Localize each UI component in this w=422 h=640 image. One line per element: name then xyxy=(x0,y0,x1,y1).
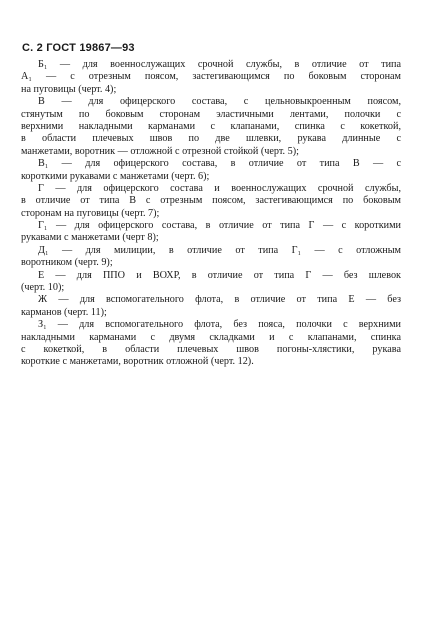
paragraph-type-v xyxy=(21,96,401,158)
text-line: В₁ — для офицерского состава, в отличие от типа В — с xyxy=(38,158,401,170)
text-line: (черт. 10); xyxy=(21,282,65,294)
text-line: З₁ — для вспомогательного флота, без пояса, полочки с верхними xyxy=(38,319,401,331)
text-line: Б₁ — для военнослужащих срочной службы, в отличие от типа xyxy=(38,59,401,70)
text-line: воротником (черт. 9); xyxy=(21,257,113,269)
paragraph-type-z1 xyxy=(21,319,401,369)
text-line: рукавами с манжетами (черт 8); xyxy=(21,232,159,244)
page-header: С. 2 ГОСТ 19867—93 xyxy=(22,42,135,54)
text-line: короткими рукавами с манжетами (черт. 6); xyxy=(21,170,210,182)
text-line: сторонам на пуговицы (черт. 7); xyxy=(21,207,160,219)
text-line: манжетами, воротник — отложной с отрезной стойкой (черт. 5); xyxy=(21,145,299,157)
paragraph-type-zh xyxy=(21,294,401,319)
text-line: на пуговицы (черт. 4); xyxy=(21,83,117,95)
text-line: Г₁ — для офицерского состава, в отличие от типа Г — с короткими xyxy=(38,220,401,232)
text-line: Е — для ППО и ВОХР, в отличие от типа Г — без шлевок xyxy=(38,269,401,281)
text-line: Г — для офицерского состава и военнослужащих срочной службы, xyxy=(38,182,401,194)
paragraph-type-g xyxy=(21,183,401,220)
text-line: стянутым по боковым сторонам эластичными лентами, полочки с xyxy=(21,108,401,120)
paragraph-type-g1 xyxy=(21,220,401,245)
text-line: короткие с манжетами, воротник отложной (черт. 12). xyxy=(21,356,254,368)
paragraph-type-b1 xyxy=(21,59,401,96)
text-line: с кокеткой, в области плечевых швов погоны-хлястики, рукава xyxy=(21,343,401,355)
text-line: А₁ — с отрезным поясом, застегивающимся по боковым сторонам xyxy=(21,71,401,83)
text-line: в области плечевых швов по две шлевки, рукава длинные с xyxy=(21,133,401,145)
text-line: в отличие от типа В с отрезным поясом, застегивающимся по боковым xyxy=(21,195,401,207)
text-line: верхними накладными карманами с клапанами, спинка с кокеткой, xyxy=(21,120,401,132)
text-line: карманов (черт. 11); xyxy=(21,306,107,318)
paragraph-type-v1 xyxy=(21,158,401,183)
document-body xyxy=(21,59,401,369)
paragraph-type-d1 xyxy=(21,245,401,270)
text-line: В — для офицерского состава, с цельновыкроенным поясом, xyxy=(38,96,401,108)
text-line: Ж — для вспомогательного флота, в отличие от типа Е — без xyxy=(38,294,401,306)
text-line: накладными карманами с двумя складками и с клапанами, спинка xyxy=(21,331,401,343)
text-line: Д₁ — для милиции, в отличие от типа Г₁ — с отложным xyxy=(38,244,401,256)
paragraph-type-e xyxy=(21,270,401,295)
